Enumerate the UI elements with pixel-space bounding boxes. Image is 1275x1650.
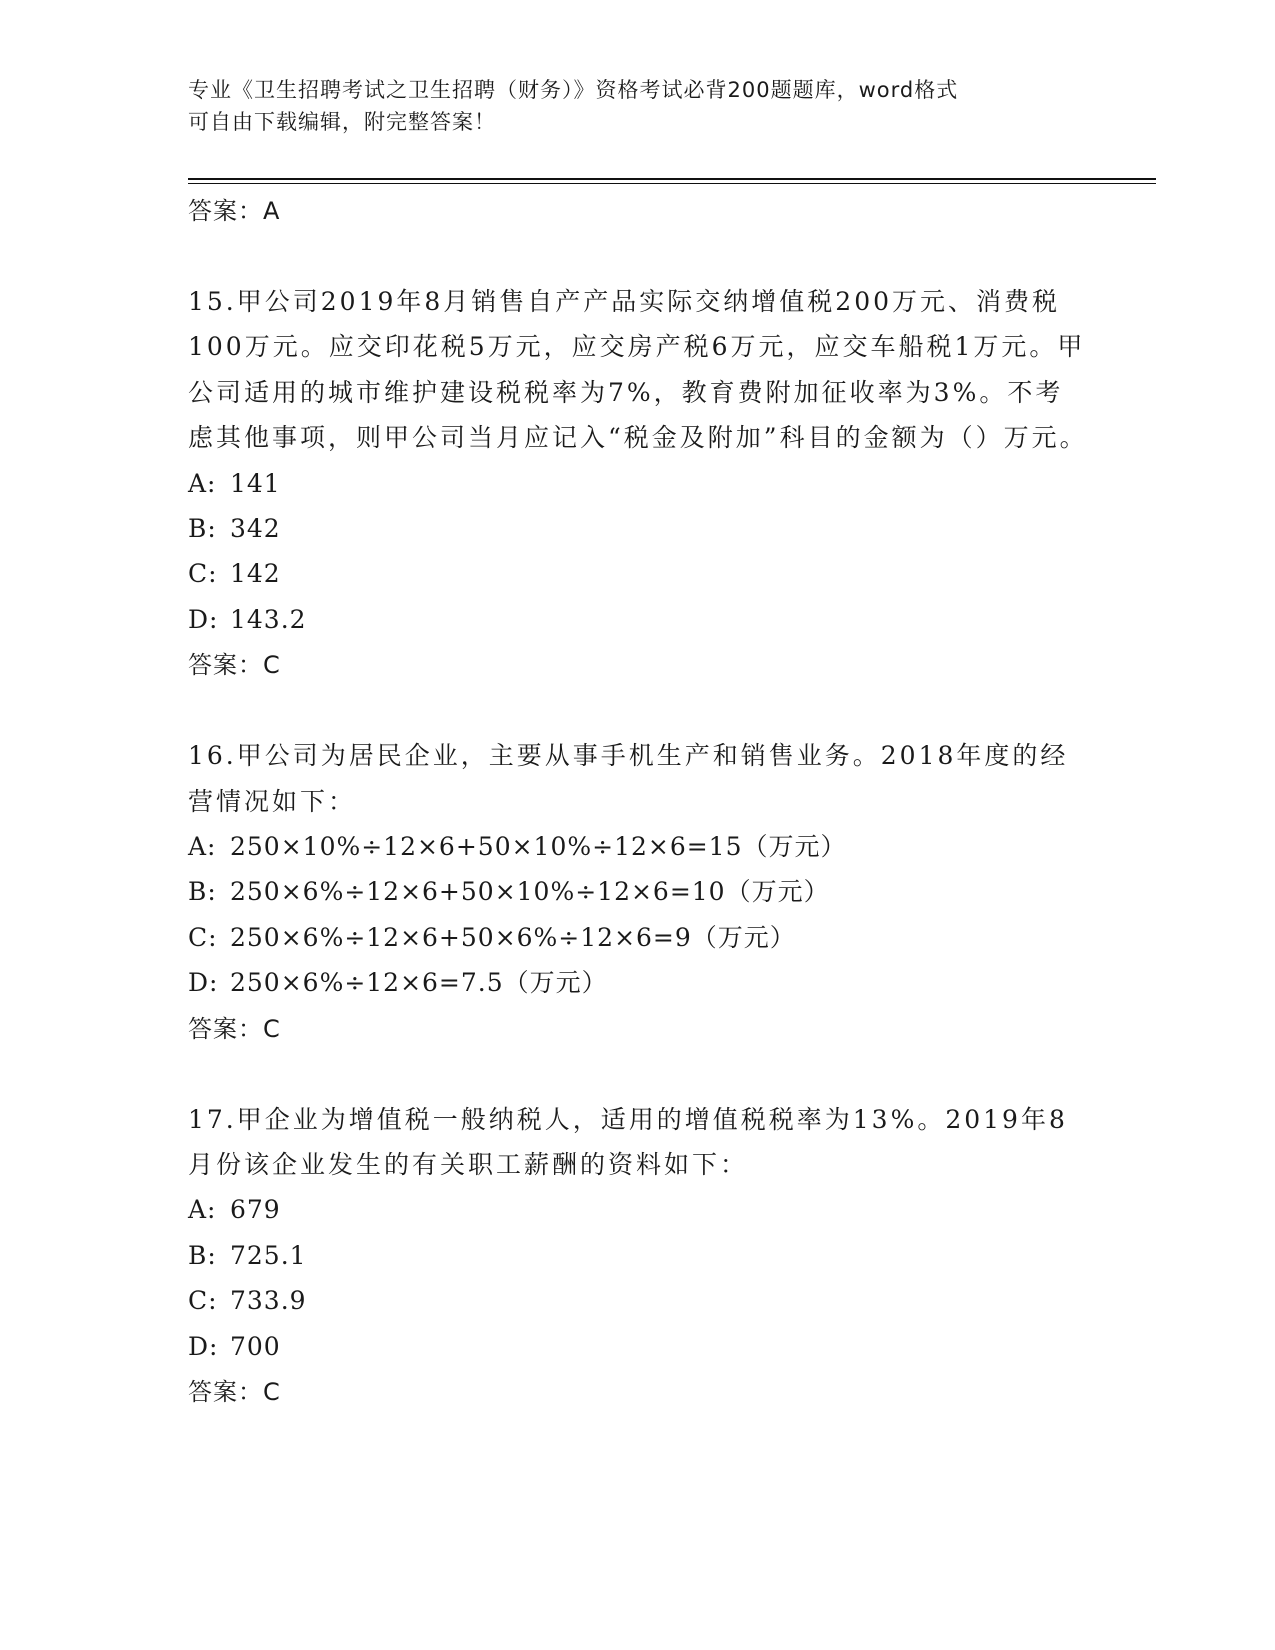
option-label: B: — [188, 514, 217, 544]
option-label: D: — [188, 968, 219, 998]
option-text: 679 — [230, 1195, 281, 1225]
answer-line: 答案：C — [188, 1014, 281, 1043]
option-label: B: — [188, 1240, 217, 1270]
option-c — [188, 551, 1088, 596]
option-b — [188, 1233, 1088, 1278]
option-text: 250×10%÷12×6+50×10%÷12×6=15（万元） — [230, 832, 847, 861]
option-d — [188, 597, 1088, 642]
option-text: 250×6%÷12×6+50×10%÷12×6=10（万元） — [230, 877, 830, 907]
option-text: 250×6%÷12×6+50×6%÷12×6=9（万元） — [230, 922, 796, 952]
question-block — [188, 1097, 1088, 1415]
header-line-2: 可自由下载编辑，附完整答案！ — [188, 110, 496, 134]
document-header — [188, 74, 1088, 138]
option-text: 700 — [230, 1331, 281, 1361]
option-text: 733.9 — [230, 1286, 307, 1316]
option-a — [188, 1187, 1088, 1232]
header-line-1: 专业《卫生招聘考试之卫生招聘（财务）》资格考试必背200题题库，word格式 — [188, 78, 959, 102]
option-label: D: — [188, 1331, 219, 1361]
option-text: 141 — [230, 468, 281, 498]
question-block — [188, 279, 1088, 688]
option-label: B: — [188, 877, 217, 907]
option-label: C: — [188, 1286, 218, 1316]
option-label: D: — [188, 604, 219, 634]
option-b — [188, 506, 1088, 551]
option-text: 342 — [230, 514, 281, 544]
question-stem: 15.甲公司2019年8月销售自产产品实际交纳增值税200万元、消费税100万元。应交印花税5万元，应交房产税6万元，应交车船税1万元。甲公司适用的城市维护建设税税率为7%，教育费附加征收率为3%。不考虑其他事项，则甲公司当月应记入“税金及附加”科目的金额为（）万元。 — [188, 287, 1088, 453]
answer-line: 答案：C — [188, 1377, 281, 1406]
option-a — [188, 824, 1088, 869]
option-text: 725.1 — [230, 1240, 307, 1270]
answer-line: 答案：C — [188, 651, 281, 680]
previous-answer: 答案：A — [188, 197, 281, 225]
option-d — [188, 960, 1088, 1005]
option-text: 142 — [230, 559, 281, 589]
option-label: C: — [188, 559, 218, 589]
option-label: A: — [188, 832, 217, 861]
option-c — [188, 915, 1088, 960]
question-stem: 17.甲企业为增值税一般纳税人，适用的增值税税率为13%。2019年8月份该企业发生的有关职工薪酬的资料如下： — [188, 1104, 1068, 1179]
header-divider-thin — [188, 183, 1156, 184]
document-body — [188, 188, 1088, 1415]
option-text: 143.2 — [230, 604, 307, 634]
option-a — [188, 461, 1088, 506]
option-d — [188, 1324, 1088, 1369]
option-b — [188, 869, 1088, 914]
option-label: C: — [188, 922, 218, 952]
question-block — [188, 733, 1088, 1051]
option-label: A: — [188, 1195, 217, 1225]
question-stem: 16.甲公司为居民企业，主要从事手机生产和销售业务。2018年度的经营情况如下： — [188, 741, 1069, 816]
option-c — [188, 1278, 1088, 1323]
option-label: A: — [188, 468, 217, 498]
header-divider — [188, 178, 1156, 180]
option-text: 250×6%÷12×6=7.5（万元） — [230, 968, 608, 998]
